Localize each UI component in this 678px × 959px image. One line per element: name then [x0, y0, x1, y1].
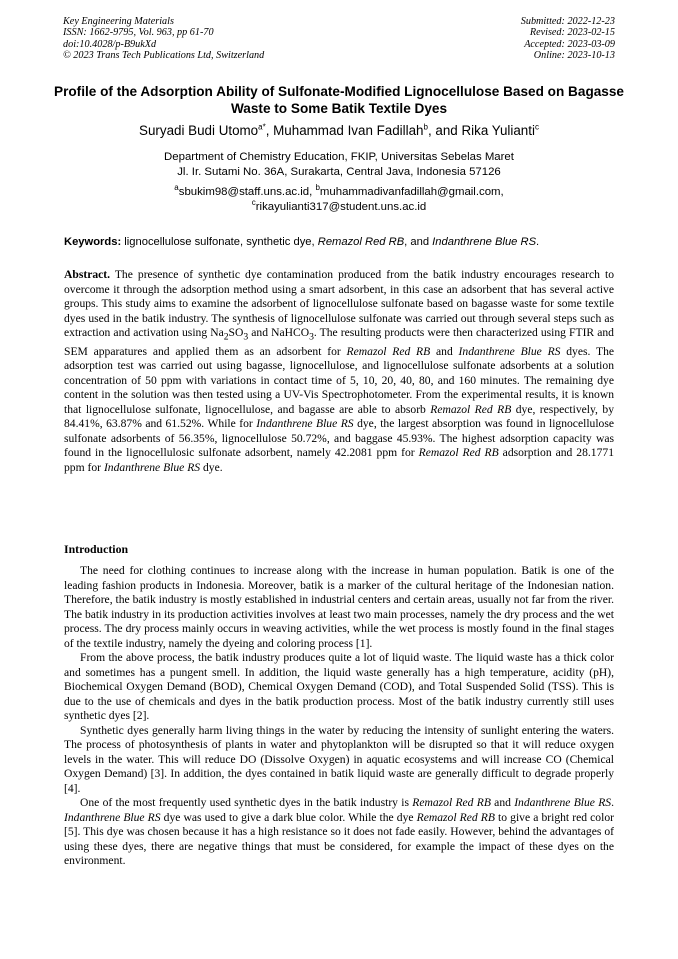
dye-name: Indanthrene Blue RS: [458, 344, 561, 358]
author-list: [30, 122, 648, 139]
doi: doi:10.4028/p-B9ukXd: [63, 38, 157, 50]
revised-date: Revised: 2023-02-15: [529, 27, 615, 39]
issn: ISSN: 1662-9795, Vol. 963, pp 61-70: [63, 27, 214, 39]
dye-name: Remazol Red RB: [412, 796, 491, 809]
keywords-label: Keywords:: [64, 236, 122, 248]
author-2-affil: b: [423, 122, 428, 132]
dye-name: Remazol Red RB: [416, 810, 495, 824]
email-line-1: [40, 185, 638, 200]
accepted-date: Accepted: 2023-03-09: [524, 38, 615, 50]
intro-text: dye was used to give a dark blue color. While the dye: [160, 810, 417, 824]
dye-name: Remazol Red RB: [346, 344, 431, 358]
keywords: [64, 235, 616, 249]
intro-text: to give a bright red color [5]. This dye was chosen because it has a high resistance so it does not fade easily. However, behind the advantages of using these dyes, there are negative things that must be considered, for example the impact of these dyes on the environment.: [64, 810, 614, 867]
abstract-text: The presence of synthetic dye contamination produced from the batik industry encourages research to overcome it through the adsorption method using a smart adsorbent, in this case an adsorbent that has several active groups. This study aims to examine the adsorbent of lignocellulose sulfonate based on bagasse waste for some textile dyes used in the batik industry. The synthesis of lignocellulose sulfonate was carried out through several steps such as extraction and activation using Na: [64, 268, 614, 339]
email-line-2: [40, 197, 638, 215]
dye-name: Indanthrene Blue RS: [64, 810, 161, 824]
email-a-sup: a: [174, 183, 179, 193]
email-c[interactable]: rikayulianti317@student.uns.ac.id: [255, 200, 427, 213]
intro-text: .: [611, 796, 614, 809]
introduction-body: [64, 564, 614, 869]
dye-name: Remazol Red RB: [430, 402, 512, 416]
abstract-label: Abstract.: [64, 268, 111, 281]
intro-paragraph-3: Synthetic dyes generally harm living things in the water by reducing the intensity of sunlight entering the waters. The process of photosynthesis of plants in water and phytoplankton will be disrupted so that it will reduce oxygen levels in the water. This will reduce DO (Dissolve Oxygen) in aquatic ecosystems and will increase CO (Chemical Oxygen Demand) [3]. In addition, the dyes contained in batik liquid waste are generally difficult to degrade properly [4].: [64, 723, 614, 795]
abstract-text: and NaHCO: [248, 326, 310, 339]
copyright: © 2023 Trans Tech Publications Ltd, Switzerland: [63, 49, 265, 61]
journal-info: [63, 16, 264, 61]
keywords-text: , and: [404, 236, 433, 248]
abstract-paragraph: [64, 268, 614, 475]
subscript: 2: [223, 331, 229, 343]
author-2: Muhammad Ivan Fadillah: [273, 123, 424, 138]
abstract-text: SO: [228, 326, 244, 339]
abstract-text: dye, respectively, by 84.41%, 63.87% and 61.52%. While for: [64, 402, 614, 431]
author-1: Suryadi Budi Utomo: [139, 123, 259, 138]
subscript: 3: [243, 331, 249, 343]
dye-name: Indanthrene Blue RS: [514, 796, 612, 809]
author-emails: [40, 185, 638, 214]
intro-paragraph-1: The need for clothing continues to increase along with the increase in human population. Batik is one of the leading fashion products in Indonesia. Moreover, batik is a marker of the cultural heritage of the Indonesian nation. Therefore, the batik industry is mostly established in industrial centers and certain areas, usually not far from the river. The batik industry in its production activities involves at least two main processes, namely the dry process and the wet process. The dry process mainly occurs in weaving activities, while the wet process is mostly found in the final stages of the textile industry, namely the dyeing and coloring process [1].: [64, 564, 614, 650]
affiliation-line-1: Department of Chemistry Education, FKIP, Universitas Sebelas Maret: [164, 151, 514, 163]
intro-paragraph-2: From the above process, the batik industry produces quite a lot of liquid waste. The liquid waste has a thick color and sometimes has a pungent smell. In addition, the liquid waste generally has a high temperature, acidity (pH), Biochemical Oxygen Demand (BOD), Chemical Oxygen Demand (COD), and Total Suspended Solid (TSS). This is due to the use of chemicals and dyes in the batik production process. Most of the batik industry currently still uses synthetic dyes [2].: [64, 651, 614, 722]
abstract-text: . The resulting products were then characterized using FTIR and SEM apparatures and applied them as an adsorbent for: [64, 326, 614, 358]
abstract-text: adsorption and 28.1771 ppm for: [64, 446, 614, 474]
author-3-affil: c: [534, 122, 539, 132]
dye-name: Remazol Red RB: [418, 446, 499, 460]
email-b[interactable]: muhammadivanfadillah@gmail.com,: [319, 186, 504, 198]
affiliation: [40, 150, 638, 179]
online-date: Online: 2023-10-13: [533, 49, 615, 61]
keywords-text: lignocellulose sulfonate, synthetic dye,: [121, 236, 318, 248]
abstract-text: and: [430, 344, 459, 358]
abstract-text: dye.: [200, 460, 223, 474]
subscript: 3: [309, 331, 314, 343]
email-c-sup: c: [251, 197, 256, 207]
affiliation-line-2: Jl. Ir. Sutami No. 36A, Surakarta, Central Java, Indonesia 57126: [177, 165, 501, 178]
author-1-affil: a*: [258, 122, 266, 132]
keywords-text: .: [536, 236, 540, 248]
author-3: Rika Yulianti: [461, 123, 535, 138]
email-a[interactable]: sbukim98@staff.uns.ac.id,: [178, 186, 316, 198]
submitted-date: Submitted: 2022-12-23: [520, 16, 615, 27]
abstract-text: dyes. The adsorption test was carried out using bagasse, lignocellulose, and lignocellulose sulfonate adsorbents at a solution concentration of 50 ppm with variations in contact time of 5, 10, 20, 40, 80, and 160 minutes. The remaining dye content in the solution was then tested using a UV-Vis Spectrophotometer. From the experimental results, it is known that lignocellulose sulfonate, lignocellulose, and bagasse are able to absorb: [64, 344, 615, 416]
author-separator: , and: [427, 123, 462, 138]
paper-title: Profile of the Adsorption Ability of Sulfonate-Modified Lignocellulose Based on Bagasse Waste to Some Batik Textile Dyes: [54, 84, 624, 116]
keyword-dye-1: Remazol Red RB: [317, 236, 405, 248]
abstract-text: dye, the largest absorption was found in lignocellulose sulfonate adsorbents of 56.35%, lignocellulose 50.72%, and baggase 45.93%. The highest adsorption capacity was found in the lignocellulosic sulfonate adsorbent, namely 42.2081 ppm for: [64, 417, 615, 460]
publication-dates: [521, 16, 615, 61]
intro-text: One of the most frequently used synthetic dyes in the batik industry is: [80, 796, 413, 809]
dye-name: Indanthrene Blue RS: [256, 417, 354, 431]
intro-paragraph-4: [64, 796, 614, 869]
intro-text: and: [490, 796, 515, 809]
keyword-dye-2: Indanthrene Blue RS: [432, 236, 537, 248]
email-b-sup: b: [315, 183, 320, 193]
journal-name: Key Engineering Materials: [63, 16, 174, 27]
author-separator: ,: [265, 123, 274, 138]
dye-name: Indanthrene Blue RS: [103, 460, 201, 474]
abstract: [64, 268, 614, 475]
section-heading-introduction: Introduction: [64, 542, 129, 556]
